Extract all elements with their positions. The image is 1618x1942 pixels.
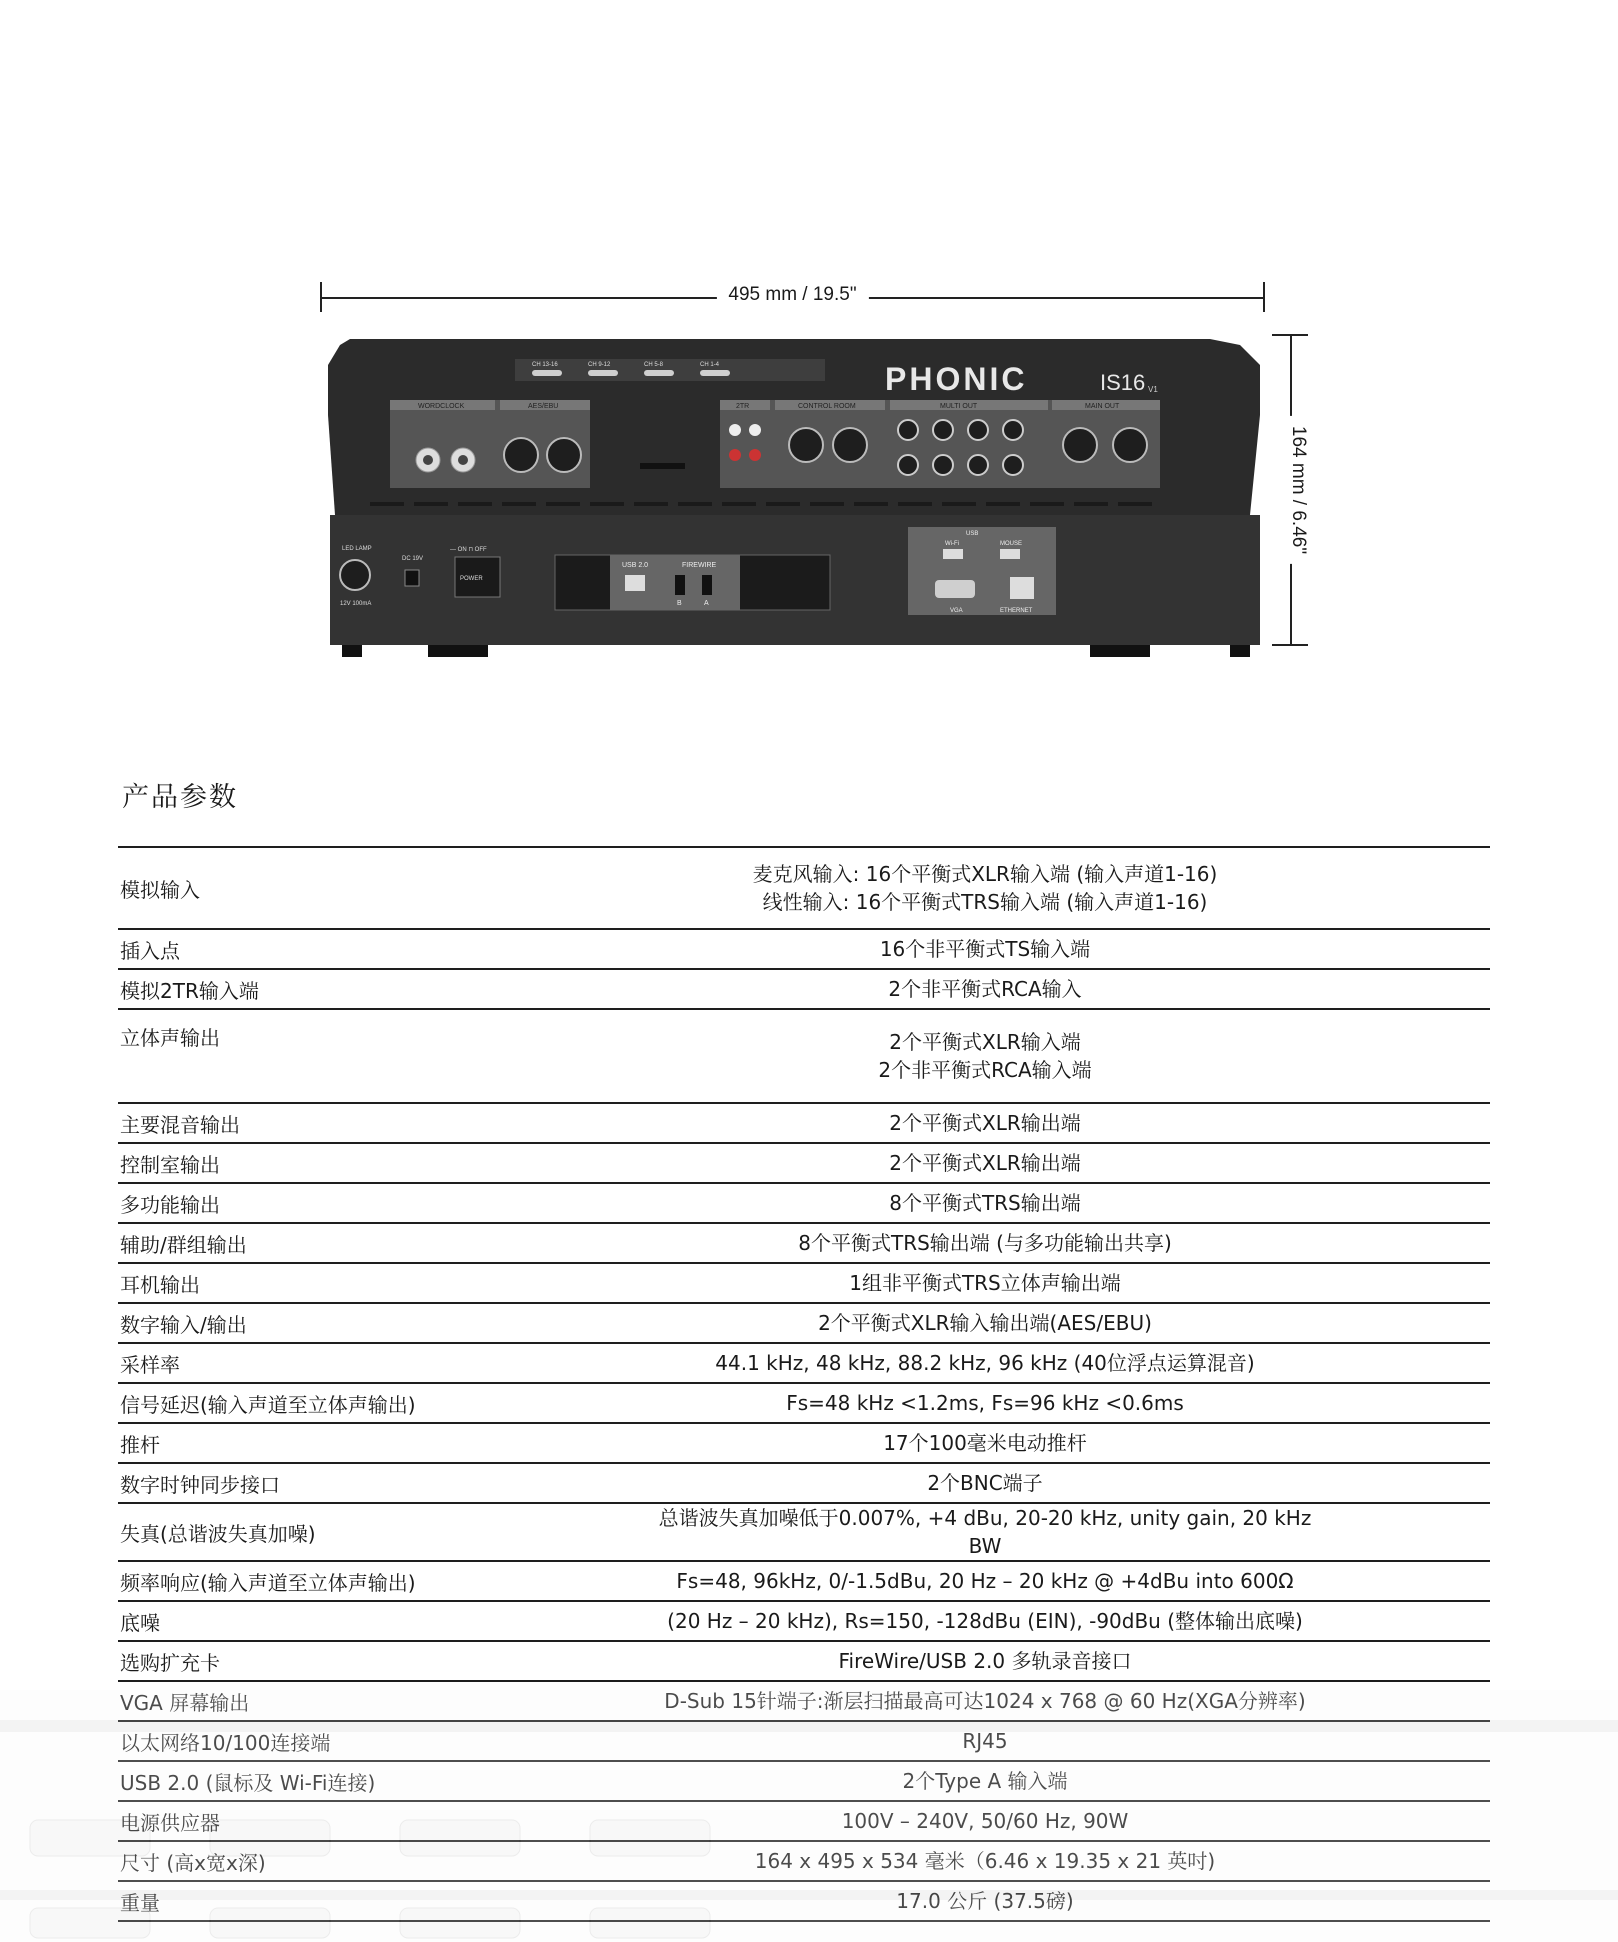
spec-key: 信号延迟(输入声道至立体声输出) (120, 1392, 416, 1417)
spec-row (118, 1423, 1490, 1463)
usb20-card-label: USB 2.0 (622, 562, 649, 569)
firewire-b-label: B (677, 600, 682, 607)
spec-row (118, 1103, 1490, 1143)
spec-row (118, 1463, 1490, 1503)
spec-value: 总谐波失真加噪低于0.007%, +4 dBu, 20-20 kHz, unity gain, 20 kHz BW (658, 1506, 1312, 1558)
spec-key: 尺寸 (高x宽x深) (120, 1850, 266, 1875)
spec-value: 2个非平衡式RCA输入 (888, 977, 1082, 1001)
spec-row (118, 1761, 1490, 1801)
spec-row (118, 969, 1490, 1009)
spec-key: VGA 屏幕输出 (120, 1690, 250, 1715)
spec-table (118, 846, 1490, 1922)
firewire-card-label: FIREWIRE (682, 562, 717, 569)
spec-value: 麦克风输入: 16个平衡式XLR输入端 (输入声道1-16) 线性输入: 16个平衡式TRS输入端 (输入声道1-16) (752, 862, 1218, 914)
spec-row (118, 1143, 1490, 1183)
spec-value: 2个平衡式XLR输入端 2个非平衡式RCA输入端 (878, 1030, 1092, 1082)
spec-value: Fs=48 kHz <1.2ms, Fs=96 kHz <0.6ms (786, 1391, 1184, 1415)
spec-row (118, 1503, 1490, 1561)
multi-out-label: MULTI OUT (940, 403, 978, 410)
usb-label: USB (966, 531, 979, 537)
spec-row (118, 1561, 1490, 1601)
spec-key: 模拟输入 (120, 877, 200, 902)
section-heading: 产品参数 (122, 782, 238, 813)
spec-value: 16个非平衡式TS输入端 (879, 937, 1091, 961)
spec-value: 8个平衡式TRS输出端 (与多功能输出共享) (798, 1231, 1172, 1255)
spec-key: 底噪 (120, 1610, 160, 1635)
spec-row (118, 1263, 1490, 1303)
spec-key: 数字时钟同步接口 (120, 1472, 280, 1497)
brand-label: PHONIC (885, 361, 1028, 397)
spec-key: USB 2.0 (鼠标及 Wi-Fi连接) (120, 1770, 376, 1795)
led-lamp-label: LED LAMP (342, 546, 372, 552)
spec-value: 2个平衡式XLR输出端 (889, 1151, 1081, 1175)
firewire-a-label: A (704, 600, 709, 607)
spec-row (118, 847, 1490, 929)
main-out-label: MAIN OUT (1085, 403, 1120, 410)
width-dimension-label: 495 mm / 19.5" (716, 284, 868, 306)
spec-key: 选购扩充卡 (120, 1650, 220, 1675)
spec-value: 2个平衡式XLR输入输出端(AES/EBU) (818, 1311, 1152, 1335)
spec-row (118, 929, 1490, 969)
spec-key: 以太网络10/100连接端 (120, 1730, 331, 1755)
spec-row (118, 1383, 1490, 1423)
spec-value: RJ45 (962, 1729, 1008, 1753)
spec-value: 2个平衡式XLR输出端 (889, 1111, 1081, 1135)
spec-row (118, 1681, 1490, 1721)
spec-key: 插入点 (120, 938, 180, 963)
wordclock-label: WORDCLOCK (418, 403, 465, 410)
spec-row (118, 1223, 1490, 1263)
spec-key: 频率响应(输入声道至立体声输出) (120, 1570, 416, 1595)
spec-key: 数字输入/输出 (120, 1312, 247, 1337)
spec-value: 17个100毫米电动推杆 (883, 1431, 1087, 1455)
model-label: IS16 (1100, 370, 1146, 395)
spec-key: 辅助/群组输出 (120, 1232, 247, 1257)
spec-row (118, 1303, 1490, 1343)
switch-ch5-8-label: CH 5-8 (644, 362, 664, 368)
led-spec-label: 12V 100mA (340, 601, 372, 607)
spec-value: (20 Hz – 20 kHz), Rs=150, -128dBu (EIN), -90dBu (整体输出底噪) (667, 1609, 1303, 1633)
switch-ch13-16-label: CH 13-16 (532, 362, 558, 368)
two-tr-label: 2TR (736, 403, 750, 410)
spec-key: 推杆 (120, 1432, 160, 1457)
control-room-label: CONTROL ROOM (798, 403, 856, 410)
spec-key: 主要混音输出 (120, 1112, 240, 1137)
mouse-label: MOUSE (1000, 541, 1023, 547)
switch-ch1-4-label: CH 1-4 (700, 362, 720, 368)
spec-row (118, 1601, 1490, 1641)
spec-row (118, 1801, 1490, 1841)
height-dimension-label: 164 mm / 6.46" (1287, 416, 1309, 564)
spec-value: 17.0 公斤 (37.5磅) (896, 1889, 1074, 1913)
spec-value: 1组非平衡式TRS立体声输出端 (849, 1271, 1121, 1295)
spec-value: 164 x 495 x 534 毫米（6.46 x 19.35 x 21 英吋) (754, 1849, 1216, 1873)
spec-value: 8个平衡式TRS输出端 (889, 1191, 1081, 1215)
spec-key: 立体声输出 (120, 1026, 220, 1050)
spec-value: 44.1 kHz, 48 kHz, 88.2 kHz, 96 kHz (40位浮点运算混音) (715, 1351, 1255, 1375)
mixer-rear-panel-image (310, 265, 1320, 665)
dc-label: DC 19V (402, 556, 424, 562)
power-switch-label: — ON ⊓ OFF (450, 547, 487, 553)
vga-label: VGA (950, 608, 963, 614)
spec-key: 多功能输出 (120, 1192, 220, 1217)
spec-key: 采样率 (120, 1352, 180, 1377)
aes-ebu-label: AES/EBU (528, 403, 559, 410)
spec-key: 模拟2TR输入端 (120, 978, 259, 1003)
spec-key: 耳机输出 (120, 1272, 200, 1297)
spec-value: 100V – 240V, 50/60 Hz, 90W (841, 1809, 1129, 1833)
spec-value: 2个BNC端子 (927, 1471, 1043, 1495)
switch-ch9-12-label: CH 9-12 (588, 362, 611, 368)
spec-row (118, 1343, 1490, 1383)
power-label: POWER (460, 576, 483, 582)
spec-key: 重量 (120, 1890, 160, 1915)
spec-row (118, 1881, 1490, 1921)
spec-key: 控制室输出 (120, 1152, 220, 1177)
spec-row (118, 1009, 1490, 1103)
spec-row (118, 1721, 1490, 1761)
wifi-label: Wi-Fi (945, 541, 959, 547)
spec-row (118, 1841, 1490, 1881)
ethernet-label: ETHERNET (1000, 608, 1033, 614)
spec-key: 电源供应器 (120, 1810, 220, 1835)
spec-value: D-Sub 15针端子:渐层扫描最高可达1024 x 768 @ 60 Hz(XGA分辨率) (664, 1689, 1306, 1713)
model-suffix-label: V1 (1148, 385, 1158, 394)
spec-value: 2个Type A 输入端 (902, 1769, 1068, 1793)
spec-value: FireWire/USB 2.0 多轨录音接口 (838, 1649, 1132, 1673)
spec-row (118, 1641, 1490, 1681)
spec-value: Fs=48, 96kHz, 0/-1.5dBu, 20 Hz – 20 kHz @ +4dBu into 600Ω (676, 1569, 1294, 1593)
spec-row (118, 1183, 1490, 1223)
spec-key: 失真(总谐波失真加噪) (120, 1521, 316, 1546)
